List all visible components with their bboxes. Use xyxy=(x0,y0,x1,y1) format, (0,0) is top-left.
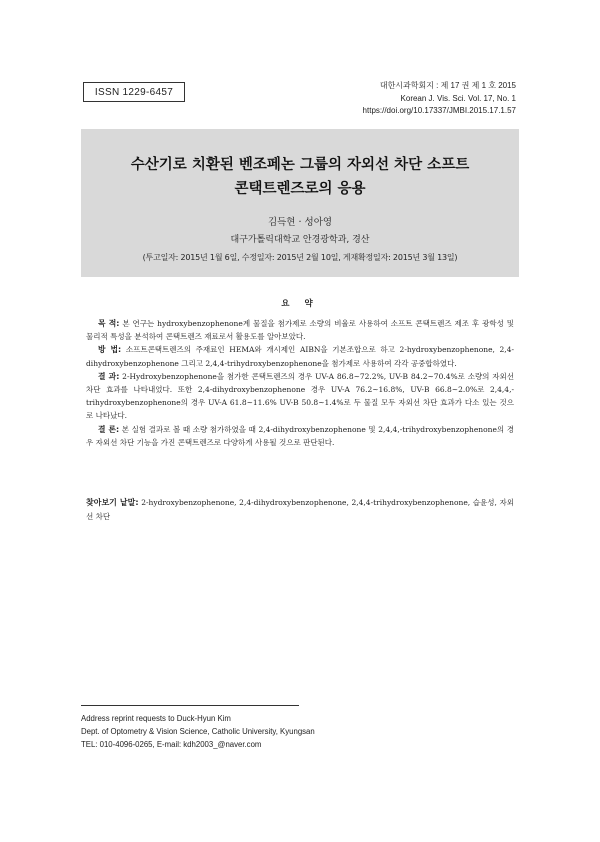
abstract-body xyxy=(86,317,514,449)
footnote-reprint: Address reprint requests to Duck-Hyun Kim xyxy=(81,714,231,723)
title-block xyxy=(81,129,519,277)
affiliation: 대구가톨릭대학교 안경광학과, 경산 xyxy=(230,235,370,245)
abstract-purpose xyxy=(86,317,514,343)
conclusion-text: 본 실험 결과로 볼 때 소량 첨가하였을 때 2,4-dihydroxybenzophenone 및 2,4,4,-trihydroxybenzophenone의 경우 자외선 차단 기능을 가진 콘택트렌즈로 다양하게 사용될 것으로 판단된다. xyxy=(86,424,514,447)
paper-title-line-1: 수산기로 치환된 벤조페논 그룹의 자외선 차단 소프트 xyxy=(130,157,470,173)
purpose-text: 본 연구는 hydroxybenzophenone계 물질을 첨가제로 소량의 비율로 사용하여 소프트 콘택트렌즈 제조 후 광학성 및 물리적 특성을 분석하여 콘택트렌즈 재료로서 활용도를 알아보았다. xyxy=(86,319,514,342)
conclusion-label: 결 론: xyxy=(98,424,120,434)
keywords xyxy=(86,496,514,524)
authors: 김득현 · 성아영 xyxy=(267,217,333,228)
journal-info xyxy=(363,80,516,118)
abstract-methods xyxy=(86,343,514,369)
purpose-label: 목 적: xyxy=(98,319,120,328)
submission-dates: (투고일자: 2015년 1월 6일, 수정일자: 2015년 2월 10일, 게재확정일자: 2015년 3월 13일) xyxy=(142,253,458,262)
keywords-label: 찾아보기 낱말: xyxy=(86,498,139,507)
issn-box: ISSN 1229-6457 xyxy=(83,82,185,102)
abstract-results xyxy=(86,370,514,423)
methods-label: 방 법: xyxy=(98,345,122,355)
keywords-text: 2-hydroxybenzophenone, 2,4-dihydroxybenzophenone, 2,4,4-trihydroxybenzophenone, 습윤성, 자외선 차단 xyxy=(86,498,514,521)
footnote-department: Dept. of Optometry & Vision Science, Catholic University, Kyungsan xyxy=(81,727,315,736)
results-label: 결 과: xyxy=(98,371,120,381)
journal-volume-english: Korean J. Vis. Sci. Vol. 17, No. 1 xyxy=(400,93,516,103)
journal-volume-korean: 대한시과학회지 : 제 17 권 제 1 호 2015 xyxy=(379,81,516,90)
footnote xyxy=(81,712,315,751)
abstract-conclusion xyxy=(86,423,514,449)
doi-link[interactable]: https://doi.org/10.17337/JMBI.2015.17.1.57 xyxy=(362,106,516,115)
results-text: 2-Hydroxybenzophenone을 첨가한 콘택트렌즈의 경우 UV-A 86.8~72.2%, UV-B 84.2~70.4%로 소량의 자외선 차단 효과를 나타내었다. 또한 2,4-dihydroxybenzophenone 경우 UV-A 76.2~16.8%, UV-B 66.8~2.0%로 2,4,4,-trihydroxybenzophenone의 경우 UV-A 61.8~11.6% UV-B 50.8~1.4%로 두 물질 모두 자외선 차단 효과가 다소 있는 것으로 나타났다. xyxy=(86,371,514,421)
footnote-contact: TEL: 010-4096-0265, E-mail: kdh2003_@naver.com xyxy=(81,740,262,749)
paper-title-line-2: 콘택트렌즈로의 응용 xyxy=(234,181,366,197)
footnote-divider xyxy=(81,705,299,706)
methods-text: 소프트콘택트렌즈의 주재료인 HEMA와 개시제인 AIBN을 기본조합으로 하고 2-hydroxybenzophenone, 2,4-dihydroxybenzophenone 그리고 2,4,4-trihydroxybenzophenone을 첨가제로 사용하여 각각 공중합하였다. xyxy=(86,345,514,368)
abstract-heading: 요 약 xyxy=(281,299,319,309)
